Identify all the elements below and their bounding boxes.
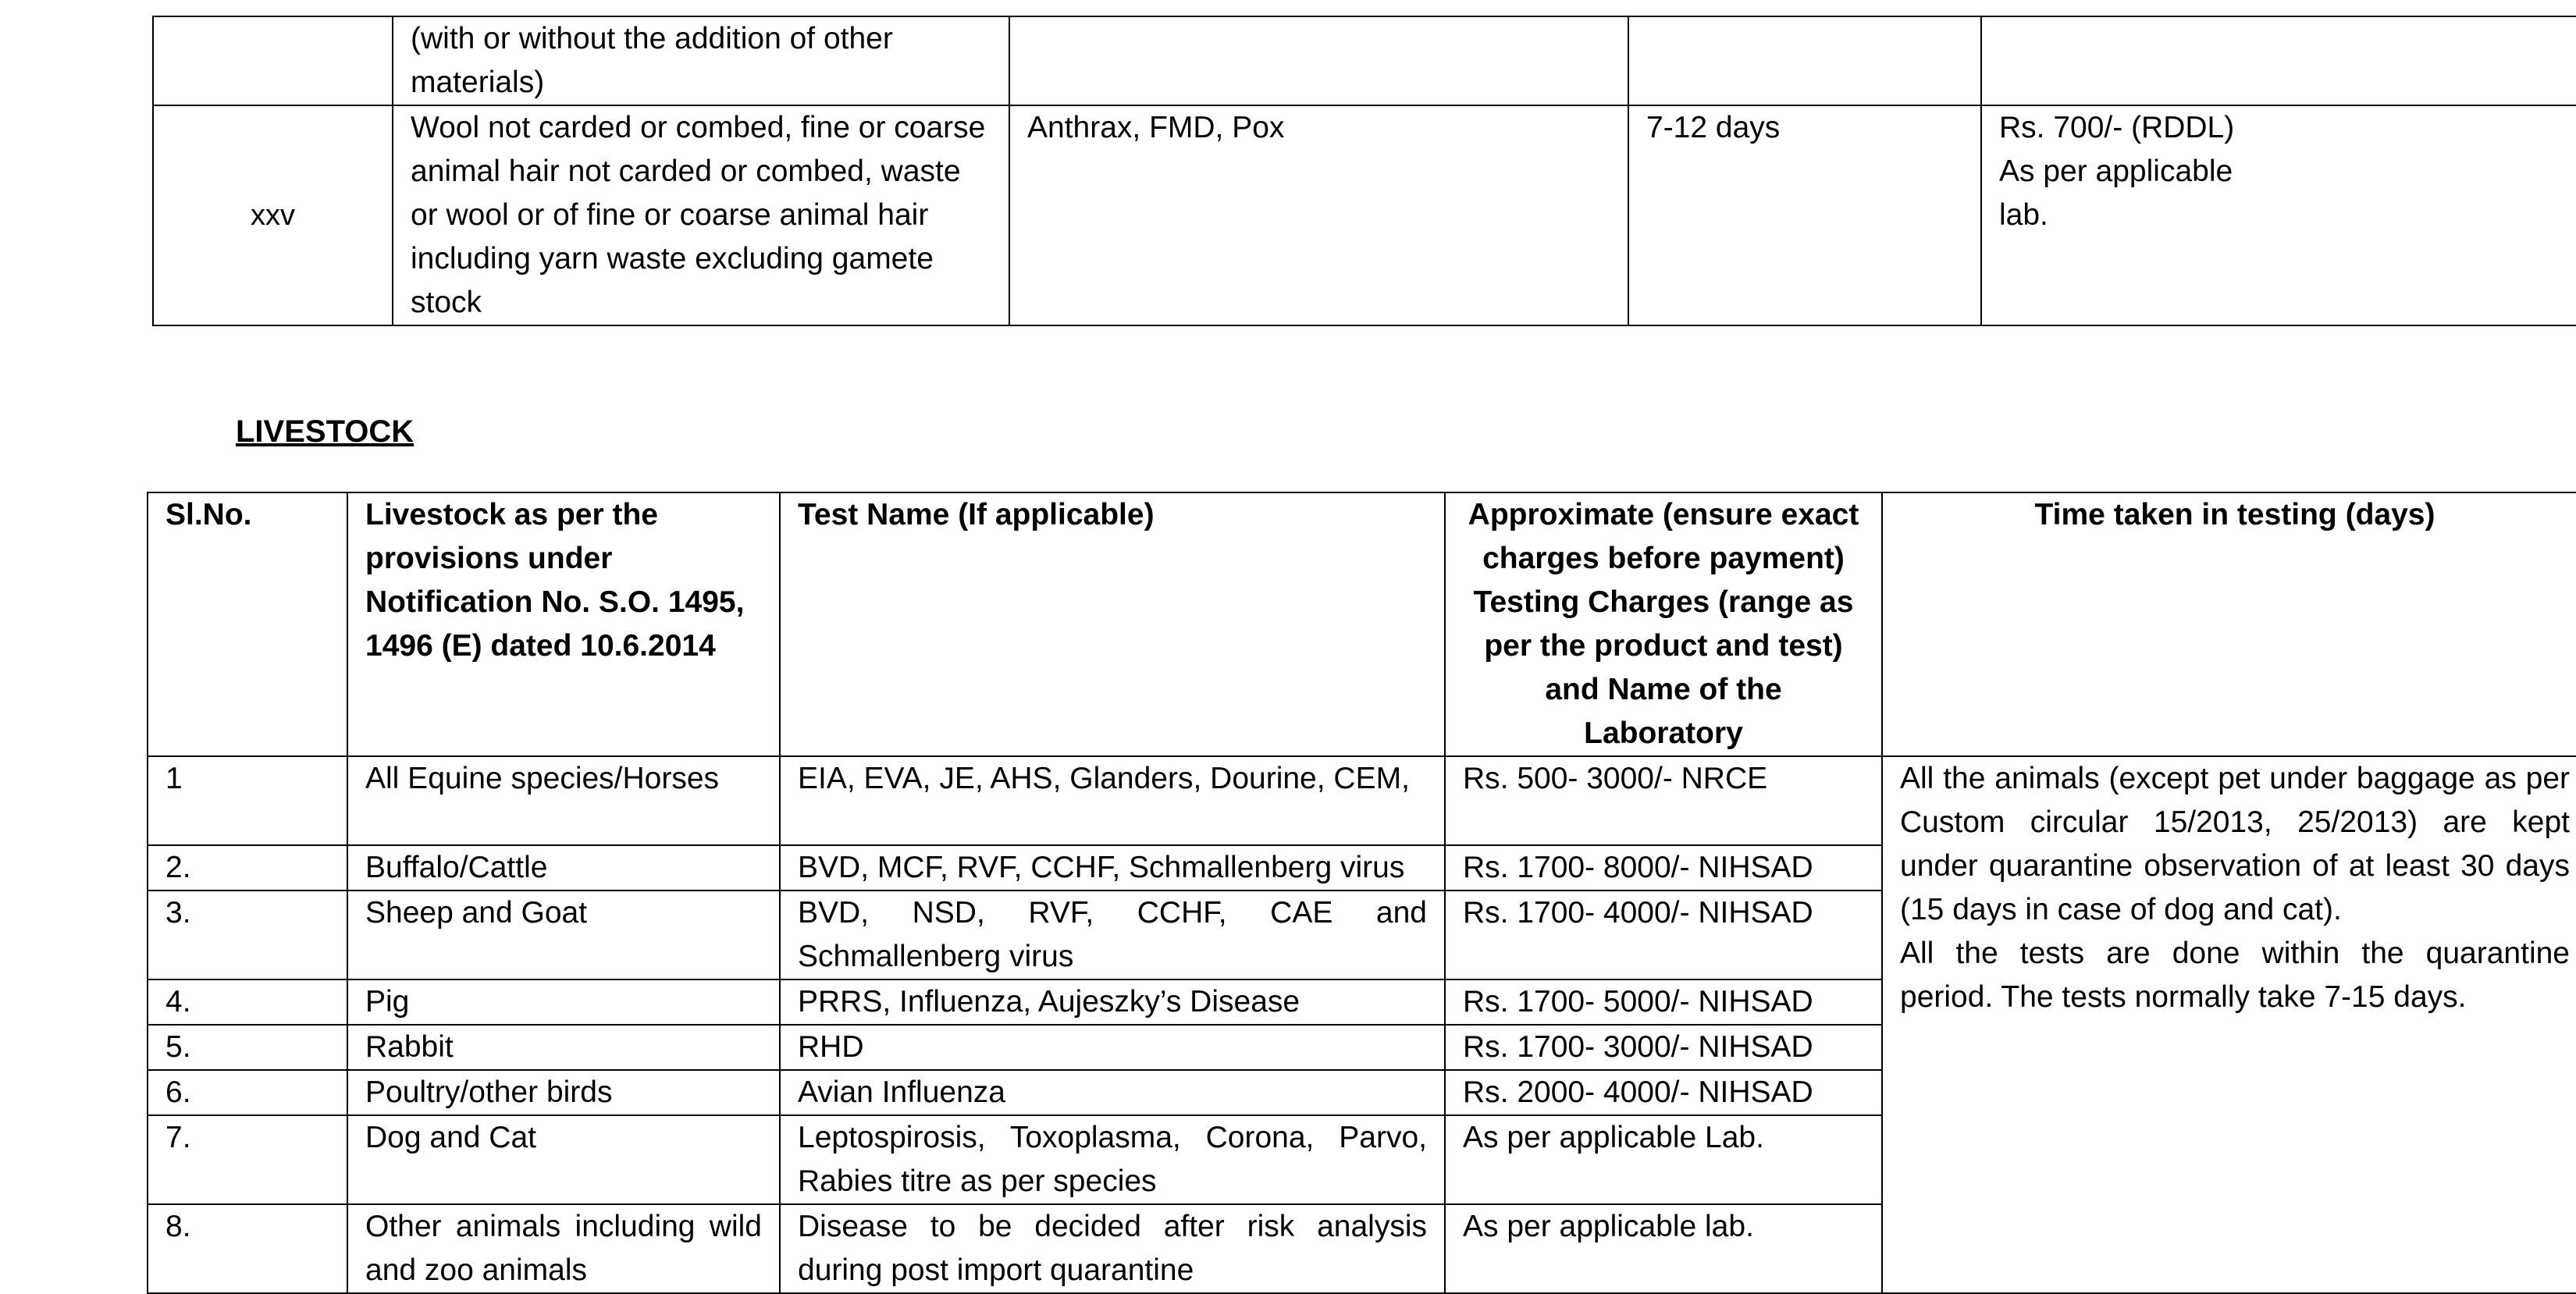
header-test-name: Test Name (If applicable) — [780, 492, 1445, 756]
livestock-cell: Other animals including wild and zoo animals — [347, 1204, 780, 1293]
header-time: Time taken in testing (days) — [1882, 492, 2576, 756]
livestock-cell: Buffalo/Cattle — [347, 845, 780, 891]
charges-line: Rs. 700/- (RDDL) — [1999, 111, 2235, 144]
livestock-cell: Poultry/other birds — [347, 1070, 780, 1115]
livestock-cell: Sheep and Goat — [347, 891, 780, 979]
table-row — [153, 105, 2576, 325]
sl-cell: xxv — [153, 105, 393, 325]
charges-cell: Rs. 500- 3000/- NRCE — [1445, 756, 1882, 845]
sl-cell: 6. — [148, 1070, 347, 1115]
test-cell: Disease to be decided after risk analysis during post import quarantine — [780, 1204, 1445, 1293]
diseases-cell — [1009, 16, 1628, 105]
sl-cell: 2. — [148, 845, 347, 891]
livestock-cell: Dog and Cat — [347, 1115, 780, 1204]
header-charges: Approximate (ensure exact charges before payment) Testing Charges (range as per the product and test) and Name of the Laboratory — [1445, 492, 1882, 756]
charges-cell — [1981, 16, 2576, 105]
item-cell: (with or without the addition of other materials) — [393, 16, 1009, 105]
charges-cell: As per applicable lab. — [1445, 1204, 1882, 1293]
time-cell — [1628, 16, 1981, 105]
charges-cell — [1981, 105, 2576, 325]
test-cell: RHD — [780, 1025, 1445, 1070]
charges-cell: Rs. 1700- 4000/- NIHSAD — [1445, 891, 1882, 979]
sl-cell: 4. — [148, 979, 347, 1025]
time-note-para: All the tests are done within the quarantine period. The tests normally take 7-15 days. — [1900, 937, 2570, 1014]
header-livestock: Livestock as per the provisions under Notification No. S.O. 1495, 1496 (E) dated 10.6.2014 — [347, 492, 780, 756]
sl-cell: 1 — [148, 756, 347, 845]
test-cell: PRRS, Influenza, Aujeszky’s Disease — [780, 979, 1445, 1025]
charges-cell: As per applicable Lab. — [1445, 1115, 1882, 1204]
table-header-row — [148, 492, 2576, 756]
test-cell: Avian Influenza — [780, 1070, 1445, 1115]
livestock-table — [147, 492, 2576, 1294]
sl-cell: 5. — [148, 1025, 347, 1070]
time-note-para: All the animals (except pet under baggage as per Custom circular 15/2013, 25/2013) are kept under quarantine observation of at least 30 days (15 days in case of dog and cat). — [1900, 762, 2570, 926]
charges-cell: Rs. 2000- 4000/- NIHSAD — [1445, 1070, 1882, 1115]
sl-cell: 3. — [148, 891, 347, 979]
section-heading: LIVESTOCK — [236, 414, 415, 449]
continuation-table — [152, 16, 2576, 326]
time-note-cell — [1882, 756, 2576, 1293]
table-row — [153, 16, 2576, 105]
time-cell: 7-12 days — [1628, 105, 1981, 325]
charges-cell: Rs. 1700- 8000/- NIHSAD — [1445, 845, 1882, 891]
livestock-cell: Pig — [347, 979, 780, 1025]
table-row — [148, 756, 2576, 845]
test-cell: Leptospirosis, Toxoplasma, Corona, Parvo, Rabies titre as per species — [780, 1115, 1445, 1204]
test-cell: BVD, NSD, RVF, CCHF, CAE and Schmallenberg virus — [780, 891, 1445, 979]
item-cell: Wool not carded or combed, fine or coarse animal hair not carded or combed, waste or wool or of fine or coarse animal hair including yarn waste excluding gamete stock — [393, 105, 1009, 325]
charges-line: As per applicable lab. — [1999, 155, 2233, 232]
charges-cell: Rs. 1700- 3000/- NIHSAD — [1445, 1025, 1882, 1070]
charges-cell: Rs. 1700- 5000/- NIHSAD — [1445, 979, 1882, 1025]
sl-cell: 7. — [148, 1115, 347, 1204]
livestock-cell: All Equine species/Horses — [347, 756, 780, 845]
diseases-cell: Anthrax, FMD, Pox — [1009, 105, 1628, 325]
test-cell: BVD, MCF, RVF, CCHF, Schmallenberg virus — [780, 845, 1445, 891]
sl-cell — [153, 16, 393, 105]
sl-cell: 8. — [148, 1204, 347, 1293]
header-sl: Sl.No. — [148, 492, 347, 756]
livestock-cell: Rabbit — [347, 1025, 780, 1070]
test-cell: EIA, EVA, JE, AHS, Glanders, Dourine, CEM, — [780, 756, 1445, 845]
